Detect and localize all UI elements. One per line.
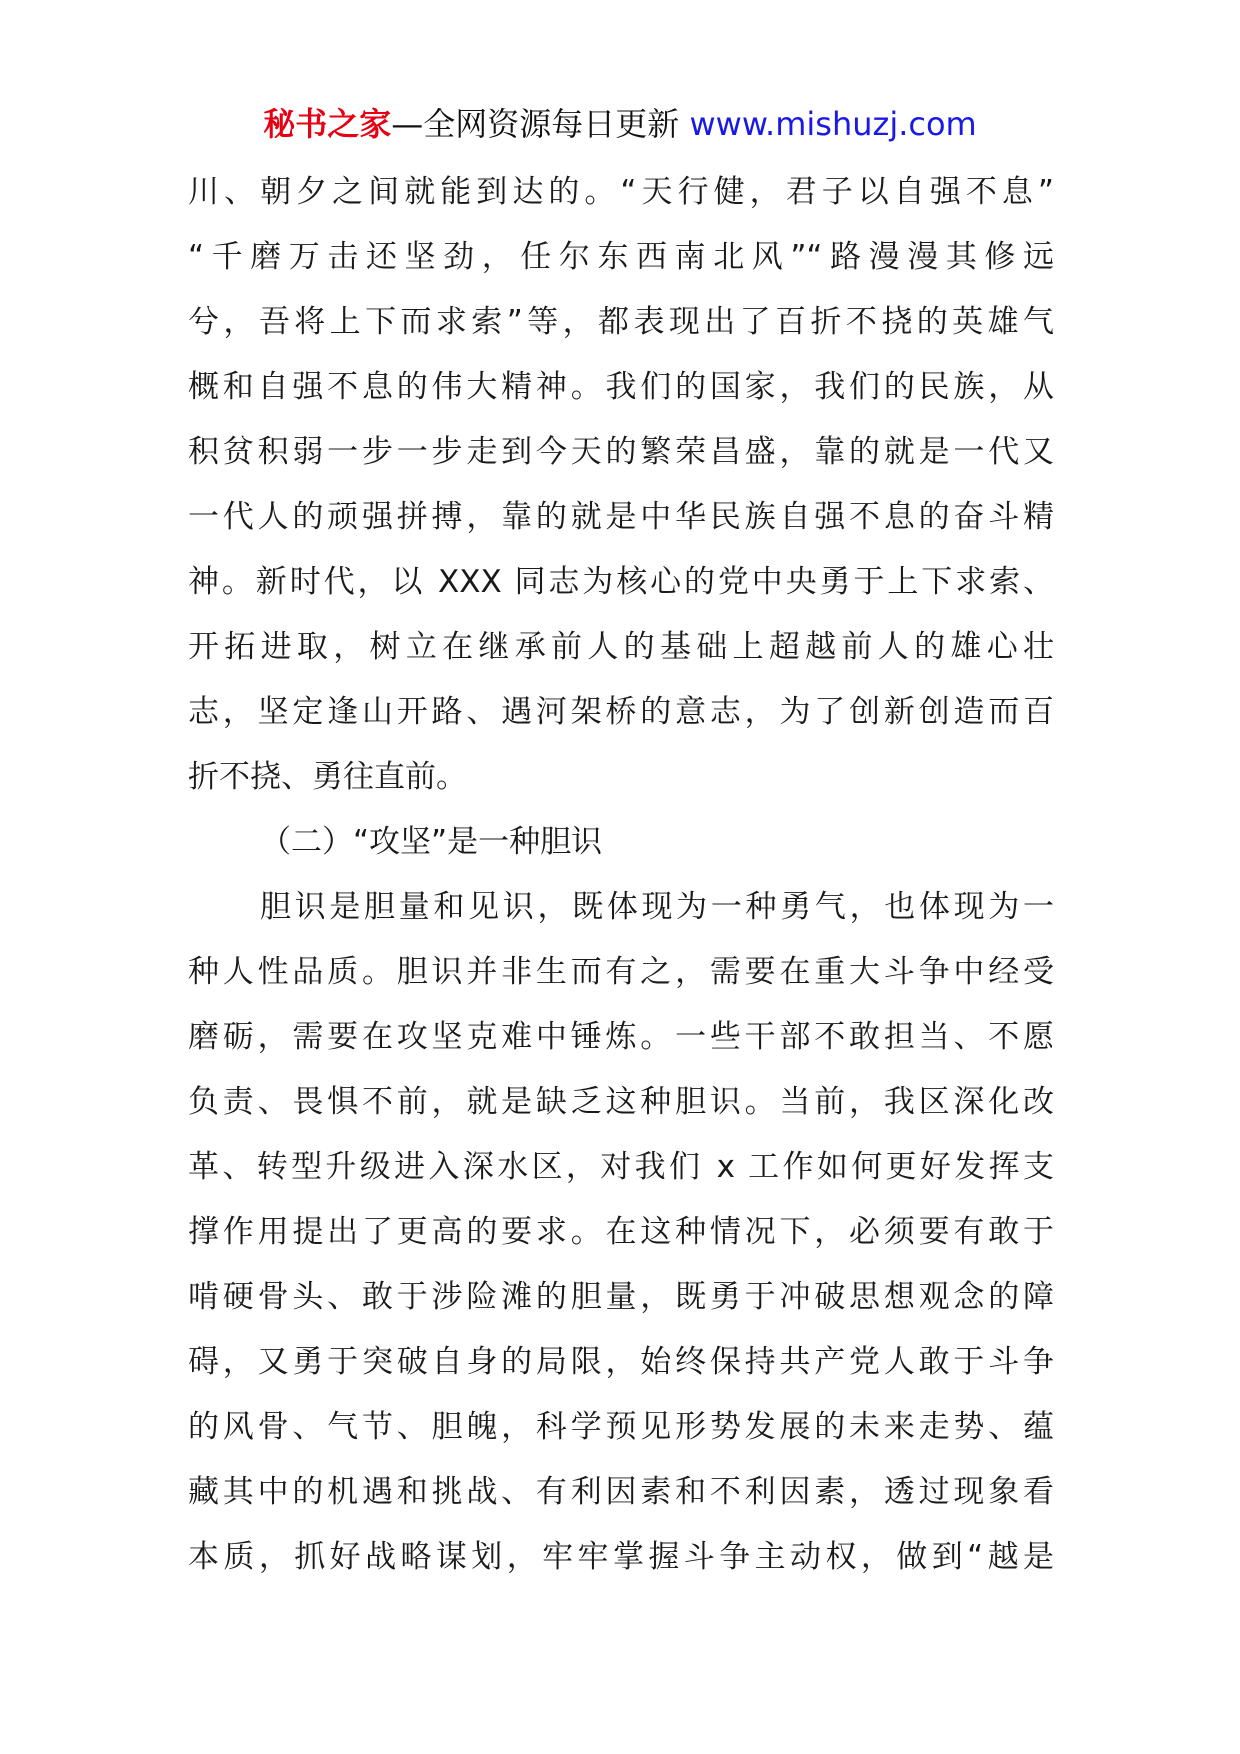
header-url-link[interactable]: www.mishuzj.com (689, 105, 977, 143)
text-line: “千磨万击还坚劲，任尔东西南北风”“路漫漫其修远 (188, 239, 1054, 275)
text-line: 碍，又勇于突破自身的局限，始终保持共产党人敢于斗争 (188, 1344, 1054, 1380)
text-line: 胆识是胆量和见识，既体现为一种勇气，也体现为一 (260, 889, 1054, 925)
text-line: 积贫积弱一步一步走到今天的繁荣昌盛，靠的就是一代又 (188, 434, 1054, 470)
text-line: 志，坚定逢山开路、遇河架桥的意志，为了创新创造而百 (188, 694, 1054, 730)
text-line: 种人性品质。胆识并非生而有之，需要在重大斗争中经受 (188, 954, 1054, 990)
text-line: 一代人的顽强拼搏，靠的就是中华民族自强不息的奋斗精 (188, 499, 1054, 535)
text-line: 折不挠、勇往直前。 (188, 759, 467, 795)
text-line: 开拓进取，树立在继承前人的基础上超越前人的雄心壮 (188, 629, 1054, 665)
text-line: 川、朝夕之间就能到达的。“天行健，君子以自强不息” (188, 174, 1054, 210)
text-line: 概和自强不息的伟大精神。我们的国家，我们的民族，从 (188, 369, 1054, 405)
document-body (188, 160, 1054, 1590)
text-line: 的风骨、气节、胆魄，科学预见形势发展的未来走势、蕴 (188, 1409, 1054, 1445)
text-line: 啃硬骨头、敢于涉险滩的胆量，既勇于冲破思想观念的障 (188, 1279, 1054, 1315)
text-line: 撑作用提出了更高的要求。在这种情况下，必须要有敢于 (188, 1214, 1054, 1250)
page-header (0, 102, 1240, 146)
text-line: 负责、畏惧不前，就是缺乏这种胆识。当前，我区深化改 (188, 1084, 1054, 1120)
text-line: 兮，吾将上下而求索”等，都表现出了百折不挠的英雄气 (188, 304, 1054, 340)
text-line: 神。新时代，以 XXX 同志为核心的党中央勇于上下求索、 (188, 564, 1054, 600)
header-brand: 秘书之家 (263, 105, 392, 143)
text-line: 藏其中的机遇和挑战、有利因素和不利因素，透过现象看 (188, 1474, 1054, 1510)
section-heading: （二）“攻坚”是一种胆识 (260, 824, 603, 860)
text-line: 本质，抓好战略谋划，牢牢掌握斗争主动权，做到“越是 (188, 1539, 1054, 1575)
text-line: 磨砺，需要在攻坚克难中锤炼。一些干部不敢担当、不愿 (188, 1019, 1054, 1055)
header-tagline: —全网资源每日更新 (391, 105, 680, 143)
text-line: 革、转型升级进入深水区，对我们 x 工作如何更好发挥支 (188, 1149, 1054, 1185)
